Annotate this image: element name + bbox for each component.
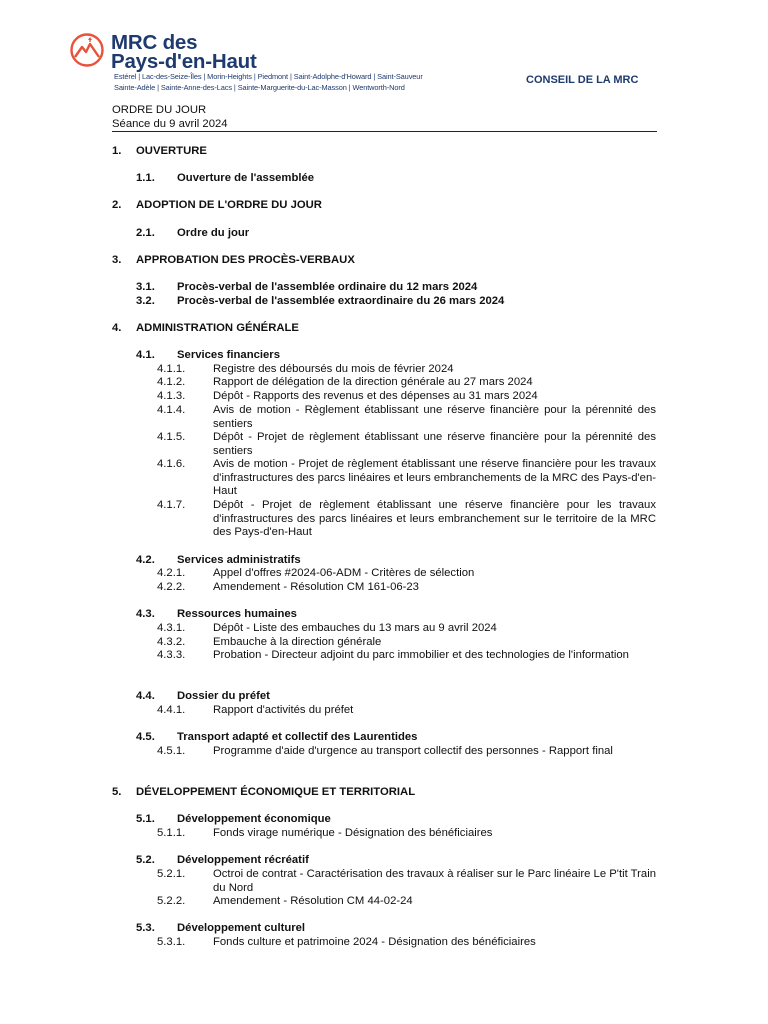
item-number: 4.1.4. (157, 404, 186, 416)
section-title: ADOPTION DE L'ORDRE DU JOUR (136, 199, 322, 211)
subsection-number: 4.4. (136, 690, 155, 702)
subsection-title: Dossier du préfet (177, 690, 270, 702)
organization-name-line2: Pays-d'en-Haut (111, 50, 257, 73)
section-number: 5. (112, 786, 122, 798)
subsection-title: Transport adapté et collectif des Laurentides (177, 731, 418, 743)
item-title: Procès-verbal de l'assemblée extraordinaire du 26 mars 2024 (177, 295, 505, 307)
item-text: Rapport d'activités du préfet (213, 704, 354, 716)
section-number: 4. (112, 322, 122, 334)
item-number: 4.1.2. (157, 376, 186, 388)
item-title: Ordre du jour (177, 227, 250, 239)
header-divider (112, 131, 657, 132)
subsection-title: Développement récréatif (177, 854, 309, 866)
item-text: Dépôt - Projet de règlement établissant une réserve financière pour les travaux d'infrastructures des parcs linéaires et leurs embranchement sur le territoire de la MRC des Pays-d'en-Haut (213, 499, 656, 539)
item-text: Probation - Directeur adjoint du parc immobilier et des technologies de l'information (213, 649, 629, 661)
item-number: 3.1. (136, 281, 155, 293)
session-date: Séance du 9 avril 2024 (112, 117, 228, 130)
item-number: 4.5.1. (157, 745, 186, 757)
subsection-number: 5.1. (136, 813, 155, 825)
item-number: 2.1. (136, 227, 155, 239)
council-label: CONSEIL DE LA MRC (526, 74, 639, 86)
item-text: Rapport de délégation de la direction générale au 27 mars 2024 (213, 376, 533, 388)
item-number: 1.1. (136, 172, 155, 184)
section-title: DÉVELOPPEMENT ÉCONOMIQUE ET TERRITORIAL (136, 786, 416, 798)
municipalities-line2: Sainte-Adèle | Sainte-Anne-des-Lacs | Sainte-Marguerite-du-Lac-Masson | Wentworth-Nord (114, 82, 405, 92)
item-text: Fonds culture et patrimoine 2024 - Désignation des bénéficiaires (213, 936, 536, 948)
section-title: OUVERTURE (136, 145, 207, 157)
subsection-number: 4.2. (136, 554, 155, 566)
item-text: Octroi de contrat - Caractérisation des travaux à réaliser sur le Parc linéaire Le P'tit Train du Nord (213, 868, 656, 894)
item-text: Embauche à la direction générale (213, 636, 382, 648)
section-title: APPROBATION DES PROCÈS-VERBAUX (136, 254, 355, 266)
item-text: Avis de motion - Projet de règlement établissant une réserve financière pour les travaux d'infrastructures des parcs linéaires et leurs embranchements de la MRC des Pays-d'en-Haut (213, 458, 656, 498)
item-number: 4.1.7. (157, 499, 186, 511)
item-text: Amendement - Résolution CM 161-06-23 (213, 581, 419, 593)
section-number: 3. (112, 254, 122, 266)
subsection-number: 5.2. (136, 854, 155, 866)
item-text: Avis de motion - Règlement établissant une réserve financière pour la pérennité des sentiers (213, 404, 656, 430)
subsection-title: Développement culturel (177, 922, 306, 934)
item-text: Programme d'aide d'urgence au transport collectif des personnes - Rapport final (213, 745, 613, 757)
item-number: 4.3.3. (157, 649, 186, 661)
item-number: 4.4.1. (157, 704, 186, 716)
subsection-title: Services administratifs (177, 554, 301, 566)
organization-name (111, 33, 257, 71)
item-text: Dépôt - Rapports des revenus et des dépenses au 31 mars 2024 (213, 390, 538, 402)
subsection-number: 5.3. (136, 922, 155, 934)
municipalities-list (114, 72, 494, 93)
item-number: 4.2.1. (157, 567, 186, 579)
item-title: Ouverture de l'assemblée (177, 172, 315, 184)
item-text: Fonds virage numérique - Désignation des bénéficiaires (213, 827, 493, 839)
item-number: 4.3.1. (157, 622, 186, 634)
item-text: Appel d'offres #2024-06-ADM - Critères de sélection (213, 567, 475, 579)
item-number: 3.2. (136, 295, 155, 307)
municipalities-line1: Estérel | Lac-des-Seize-Îles | Morin-Heights | Piedmont | Saint-Adolphe-d'Howard | Saint-Sauveur (114, 72, 423, 81)
organization-name-line1: MRC des (111, 31, 198, 54)
item-number: 4.3.2. (157, 636, 186, 648)
section-number: 2. (112, 199, 122, 211)
item-number: 5.3.1. (157, 936, 186, 948)
subsection-number: 4.5. (136, 731, 155, 743)
section-number: 1. (112, 145, 122, 157)
item-text: Registre des déboursés du mois de février 2024 (213, 363, 454, 375)
item-number: 5.2.2. (157, 895, 186, 907)
document-heading (112, 104, 228, 131)
subsection-title: Développement économique (177, 813, 331, 825)
item-text: Amendement - Résolution CM 44-02-24 (213, 895, 413, 907)
item-number: 5.2.1. (157, 868, 186, 880)
mountain-logo-icon (69, 32, 105, 68)
document-title: ORDRE DU JOUR (112, 104, 207, 116)
subsection-title: Ressources humaines (177, 608, 297, 620)
subsection-number: 4.1. (136, 349, 155, 361)
item-number: 4.1.1. (157, 363, 186, 375)
item-number: 4.2.2. (157, 581, 186, 593)
item-text: Dépôt - Projet de règlement établissant une réserve financière pour la pérennité des sentiers (213, 431, 656, 457)
item-number: 4.1.3. (157, 390, 186, 402)
subsection-number: 4.3. (136, 608, 155, 620)
section-title: ADMINISTRATION GÉNÉRALE (136, 322, 299, 334)
item-number: 4.1.5. (157, 431, 186, 443)
item-text: Dépôt - Liste des embauches du 13 mars au 9 avril 2024 (213, 622, 497, 634)
item-title: Procès-verbal de l'assemblée ordinaire du 12 mars 2024 (177, 281, 478, 293)
organization-logo (69, 32, 449, 96)
subsection-title: Services financiers (177, 349, 280, 361)
item-number: 4.1.6. (157, 458, 186, 470)
item-number: 5.1.1. (157, 827, 186, 839)
